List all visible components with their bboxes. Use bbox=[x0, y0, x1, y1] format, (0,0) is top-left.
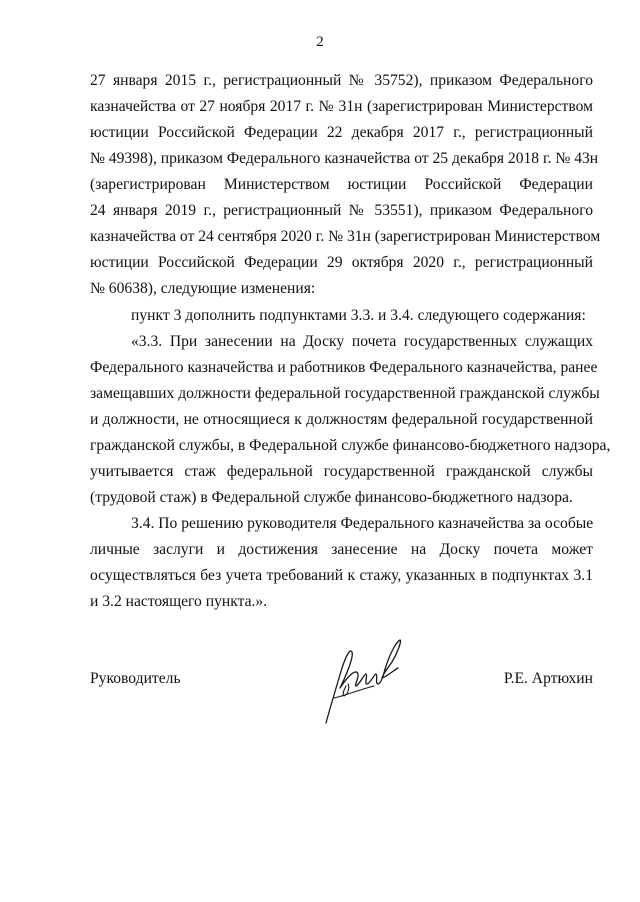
text-line: (трудовой стаж) в Федеральной службе финансово-бюджетного надзора. bbox=[90, 488, 573, 506]
text-line: юстиции Российской Федерации 22 декабря 2017 г., регистрационный bbox=[90, 124, 593, 142]
text-line: учитывается стаж федеральной государственной гражданской службы bbox=[90, 462, 593, 480]
text-line: 24 января 2019 г., регистрационный № 53551), приказом Федерального bbox=[90, 202, 593, 220]
text-line: 3.4. По решению руководителя Федерального казначейства за особые bbox=[131, 514, 594, 532]
text-line: Федерального казначейства и работников Федерального казначейства, ранее bbox=[90, 358, 598, 376]
signatory-title: Руководитель bbox=[90, 670, 181, 687]
text-line: и должности, не относящиеся к должностям федеральной государственной bbox=[90, 410, 593, 428]
handwritten-signature bbox=[318, 628, 418, 728]
text-line: № 49398), приказом Федерального казначейства от 25 декабря 2018 г. № 43н bbox=[90, 150, 599, 168]
text-line: осуществляться без учета требований к стажу, указанных в подпунктах 3.1 bbox=[90, 567, 593, 584]
text-line: гражданской службы, в Федеральной службе финансово-бюджетного надзора, bbox=[90, 436, 611, 454]
text-line: (зарегистрирован Министерством юстиции Российской Федерации bbox=[90, 176, 593, 194]
text-line: личные заслуги и достижения занесение на Доску почета может bbox=[90, 540, 593, 558]
text-line: и 3.2 настоящего пункта.». bbox=[90, 593, 268, 610]
text-line: казначейства от 27 ноября 2017 г. № 31н (зарегистрирован Министерством bbox=[90, 98, 593, 115]
signatory-name: Р.Е. Артюхин bbox=[503, 670, 593, 687]
text-line: пункт 3 дополнить подпунктами 3.3. и 3.4. следующего содержания: bbox=[131, 306, 586, 324]
page-number: 2 bbox=[316, 34, 324, 50]
text-line: замещавших должности федеральной государственной гражданской службы bbox=[90, 384, 600, 402]
text-line: юстиции Российской Федерации 29 октября 2020 г., регистрационный bbox=[90, 254, 593, 272]
text-line: 27 января 2015 г., регистрационный № 35752), приказом Федерального bbox=[90, 72, 593, 89]
text-line: № 60638), следующие изменения: bbox=[90, 280, 316, 298]
text-line: казначейства от 24 сентября 2020 г. № 31н (зарегистрирован Министерством bbox=[90, 228, 601, 246]
text-line: «3.3. При занесении на Доску почета государственных служащих bbox=[131, 332, 593, 350]
